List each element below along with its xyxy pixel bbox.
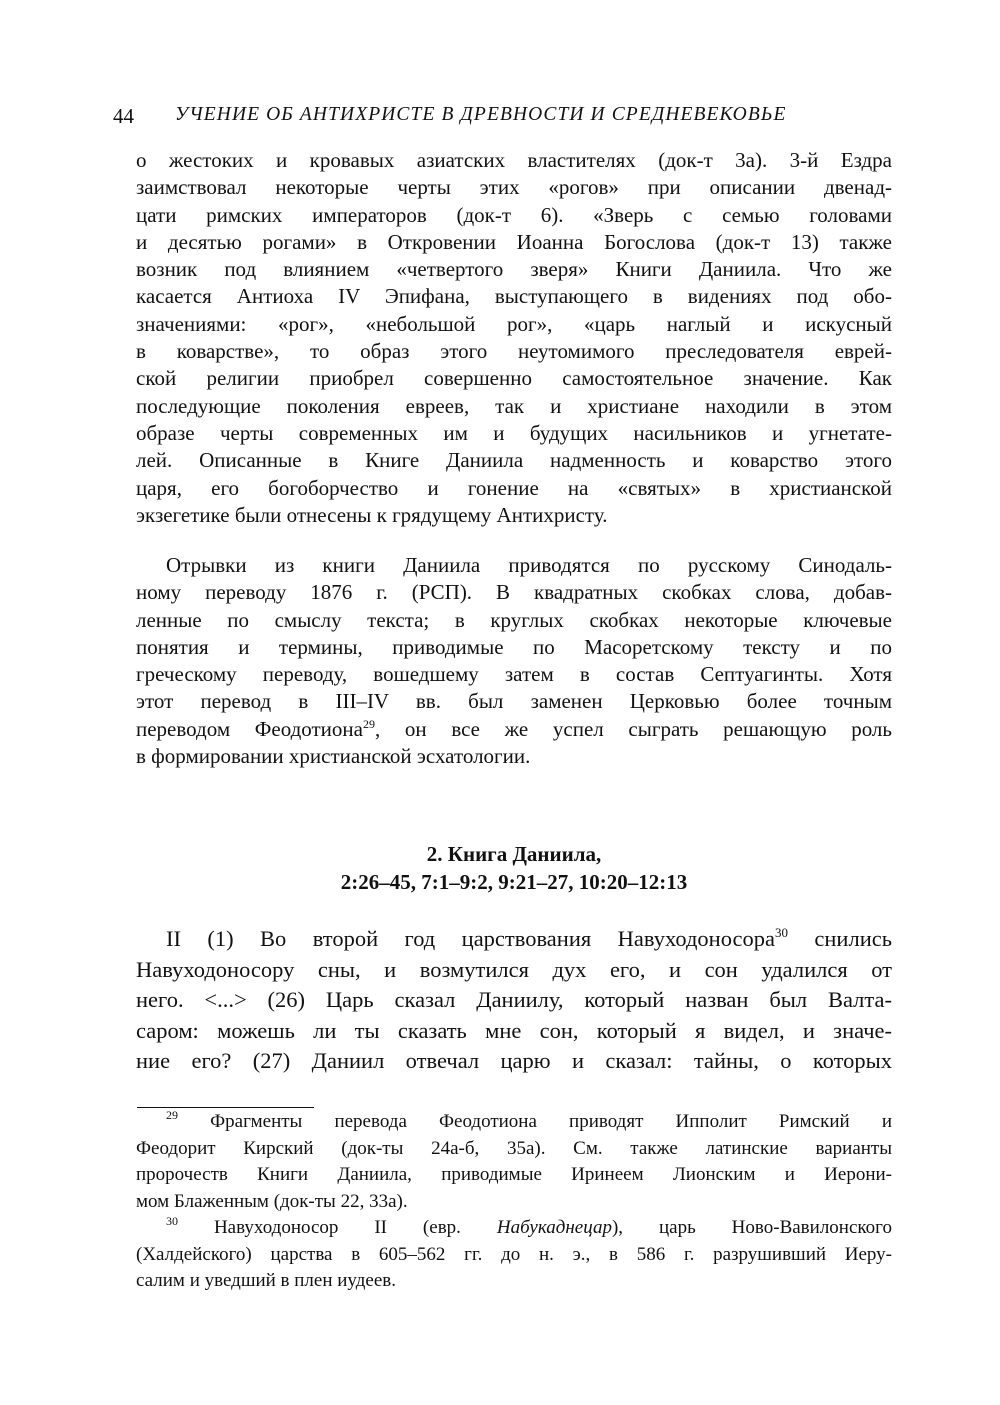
footnote-divider xyxy=(137,1107,314,1108)
text-line: Навуходоносору сны, и возмутился дух его, и сон удалился от xyxy=(136,956,892,982)
text-line: царя, его богоборчество и гонение на «святых» в христианской xyxy=(136,475,892,500)
text-line: лей. Описанные в Книге Даниила надменность и коварство этого xyxy=(136,448,892,473)
section-heading-refs: 2:26–45, 7:1–9:2, 9:21–27, 10:20–12:13 xyxy=(340,870,688,894)
text-fragment: II (1) Во второй год царствования Навуходоносора xyxy=(166,926,775,951)
paragraph-2 xyxy=(136,552,892,770)
text-fragment: Навуходоносор II (евр. xyxy=(178,1217,497,1238)
text-line: саром: можешь ли ты сказать мне сон, который я видел, и значе- xyxy=(136,1017,892,1043)
text-fragment: ), царь Ново-Вавилонского xyxy=(611,1217,892,1238)
text-fragment: снились xyxy=(787,926,892,951)
text-line: Отрывки из книги Даниила приводятся по русскому Синодаль- xyxy=(166,553,892,577)
text-line: о жестоких и кровавых азиатских властителях (док-т 3а). 3-й Ездра xyxy=(136,148,892,172)
text-fragment: , он все же успел сыграть решающую роль xyxy=(374,716,892,741)
text-fragment: Фрагменты перевода Феодотиона приводят Ипполит Римский и xyxy=(178,1111,892,1132)
text-line: понятия и термины, приводимые по Масоретскому тексту и по xyxy=(136,634,892,659)
footnote-number: 29 xyxy=(166,1108,178,1122)
running-title: УЧЕНИЕ ОБ АНТИХРИСТЕ В ДРЕВНОСТИ И СРЕДНЕВЕКОВЬЕ xyxy=(175,104,787,125)
page-number: 44 xyxy=(113,104,134,128)
text-line: греческому переводу, вошедшему затем в состав Септуагинты. Хотя xyxy=(136,662,892,687)
footnote-29 xyxy=(136,1109,892,1215)
footnote-number: 30 xyxy=(166,1214,178,1228)
text-line: ному переводу 1876 г. (РСП). В квадратных скобках слова, добав- xyxy=(136,580,892,605)
text-line: ленные по смыслу текста; в круглых скобках некоторые ключевые xyxy=(136,607,892,632)
text-line: мом Блаженным (док-ты 22, 33а). xyxy=(136,1190,408,1212)
italic-term: Набукаднецар xyxy=(496,1217,612,1238)
text-line: в формировании христианской эсхатологии. xyxy=(136,744,531,769)
text-line: экзегетике были отнесены к грядущему Антихристу. xyxy=(136,502,608,527)
text-line: касается Антиоха IV Эпифана, выступающего в видениях под обо- xyxy=(136,284,892,309)
text-line xyxy=(136,1215,892,1242)
text-line: Феодорит Кирский (док-ты 24а-б, 35а). См. также латинские варианты xyxy=(136,1137,892,1159)
running-head xyxy=(113,104,893,134)
text-line: цати римских императоров (док-т 6). «Зверь с семью головами xyxy=(136,202,892,227)
footnote-ref-30[interactable]: 30 xyxy=(774,925,788,940)
text-line xyxy=(136,1109,892,1136)
text-line xyxy=(136,716,892,743)
paragraph-1 xyxy=(136,147,892,529)
text-line: возник под влиянием «четвертого зверя» Книги Даниила. Что же xyxy=(136,257,892,282)
text-line: последующие поколения евреев, так и христиане находили в этом xyxy=(136,393,892,418)
section-heading xyxy=(136,840,892,896)
text-line xyxy=(136,924,892,955)
text-line: пророчеств Книги Даниила, приводимые Иринеем Лионским и Иерони- xyxy=(136,1164,892,1185)
text-line: него. <...> (26) Царь сказал Даниилу, который назван был Валта- xyxy=(136,987,892,1012)
text-line: значениями: «рог», «небольшой рог», «царь наглый и искусный xyxy=(136,311,892,336)
text-fragment: переводом Феодотиона xyxy=(136,716,363,741)
text-line: в коварстве», то образ этого неутомимого преследователя еврей- xyxy=(136,339,892,364)
footnote-30 xyxy=(136,1215,892,1295)
text-line: заимствовал некоторые черты этих «рогов» при описании двенад- xyxy=(136,175,892,200)
text-line: и десятью рогами» в Откровении Иоанна Богослова (док-т 13) также xyxy=(136,229,892,254)
text-line: этот перевод в III–IV вв. был заменен Церковью более точным xyxy=(136,689,892,714)
text-line: ской религии приобрел совершенно самостоятельное значение. Как xyxy=(136,366,892,391)
text-line: (Халдейского) царства в 605–562 гг. до н. э., в 586 г. разрушивший Иеру- xyxy=(136,1243,892,1265)
text-line: образе черты современных им и будущих насильников и угнетате- xyxy=(136,420,892,445)
text-line: ние его? (27) Даниил отвечал царю и сказал: тайны, о которых xyxy=(136,1048,892,1073)
footnote-ref-29[interactable]: 29 xyxy=(362,716,375,731)
section-heading-title: 2. Книга Даниила, xyxy=(426,842,602,866)
footnotes xyxy=(136,1109,892,1295)
paragraph-3 xyxy=(136,924,892,1077)
text-line: салим и уведший в плен иудеев. xyxy=(136,1270,396,1291)
